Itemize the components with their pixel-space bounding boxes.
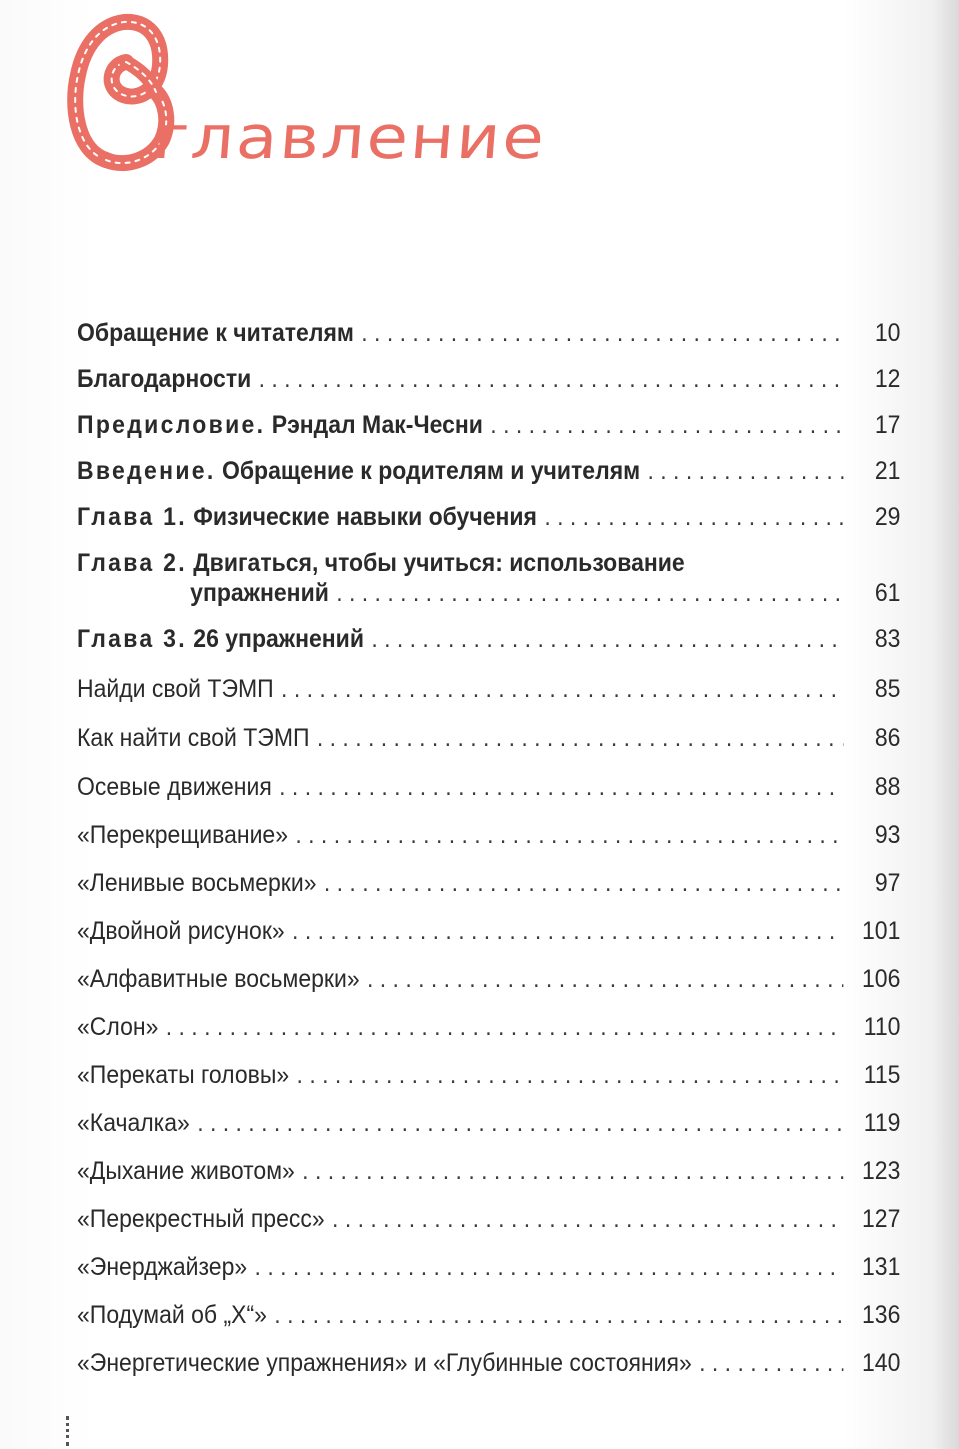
dot-leader bbox=[336, 578, 843, 608]
dot-leader bbox=[332, 1204, 843, 1234]
toc-entry-title: Осевые движения bbox=[77, 773, 272, 801]
toc-entry bbox=[77, 674, 900, 704]
table-of-contents bbox=[77, 318, 901, 1378]
dot-leader bbox=[544, 502, 843, 532]
toc-entry-title: Двигаться, чтобы учиться: использование bbox=[193, 549, 685, 577]
toc-entry-page: 97 bbox=[874, 869, 901, 897]
toc-entry-title: «Энерджайзер» bbox=[77, 1253, 248, 1281]
dot-leader bbox=[292, 916, 843, 946]
toc-entry bbox=[77, 548, 900, 608]
dot-leader bbox=[367, 964, 843, 994]
dot-leader bbox=[371, 624, 843, 654]
dot-leader bbox=[317, 723, 843, 753]
toc-heading bbox=[66, 10, 549, 190]
dot-leader bbox=[166, 1012, 844, 1042]
toc-entry bbox=[77, 364, 900, 394]
toc-entry-title: Обращение к родителям и учителям bbox=[221, 457, 641, 485]
toc-entry-page: 17 bbox=[874, 411, 901, 439]
dot-leader bbox=[279, 772, 843, 802]
dot-leader bbox=[302, 1156, 843, 1186]
page-gutter-shadow bbox=[933, 0, 959, 1449]
dot-leader bbox=[699, 1348, 843, 1378]
dot-leader bbox=[197, 1108, 843, 1138]
toc-entry-title: 26 упражнений bbox=[193, 625, 364, 653]
toc-entry-page: 110 bbox=[863, 1013, 901, 1041]
toc-entry-page: 61 bbox=[874, 579, 901, 607]
toc-entry bbox=[77, 502, 900, 532]
toc-entry-title: «Перекрестный пресс» bbox=[77, 1205, 325, 1233]
toc-entry-page: 29 bbox=[874, 503, 901, 531]
toc-entry-title: «Дыхание животом» bbox=[77, 1157, 295, 1185]
dot-leader bbox=[297, 1060, 844, 1090]
toc-entry-page: 83 bbox=[874, 625, 901, 653]
toc-heading-text: главление bbox=[150, 103, 549, 173]
dot-leader bbox=[259, 364, 844, 394]
dot-leader bbox=[361, 318, 843, 348]
toc-entry-page: 119 bbox=[863, 1109, 901, 1137]
toc-entry bbox=[77, 820, 900, 850]
toc-entry-page: 123 bbox=[862, 1157, 901, 1185]
toc-entry-page: 12 bbox=[874, 365, 901, 393]
toc-entry-page: 127 bbox=[862, 1205, 901, 1233]
toc-entry bbox=[77, 624, 900, 654]
toc-entry bbox=[77, 723, 900, 753]
toc-entry-page: 115 bbox=[863, 1061, 901, 1089]
toc-entry-title: «Двойной рисунок» bbox=[77, 917, 285, 945]
dot-leader bbox=[255, 1252, 844, 1282]
dot-leader bbox=[648, 456, 844, 486]
toc-entry-page: 93 bbox=[874, 821, 901, 849]
dot-leader bbox=[295, 820, 843, 850]
toc-entry-page: 10 bbox=[874, 319, 901, 347]
toc-entry-page: 101 bbox=[862, 917, 901, 945]
toc-entry bbox=[77, 964, 900, 994]
toc-entry bbox=[77, 318, 900, 348]
toc-entry-title: «Энергетические упражнения» и «Глубинные состояния» bbox=[77, 1349, 692, 1377]
toc-entry-prefix: Введение. bbox=[77, 457, 216, 485]
toc-entry-title-continued: упражнений bbox=[190, 579, 329, 607]
toc-entry-title: «Перекрещивание» bbox=[77, 821, 289, 849]
toc-entry-title: «Перекаты головы» bbox=[77, 1061, 290, 1089]
dot-leader bbox=[490, 410, 843, 440]
toc-entry bbox=[77, 1348, 900, 1378]
toc-entry-page: 106 bbox=[862, 965, 901, 993]
toc-entry-page: 88 bbox=[874, 773, 901, 801]
toc-entry-title: Обращение к читателям bbox=[77, 319, 354, 347]
toc-entry bbox=[77, 772, 900, 802]
toc-entry bbox=[77, 1300, 900, 1330]
toc-entry-title: Благодарности bbox=[77, 365, 252, 393]
dot-leader bbox=[324, 868, 843, 898]
toc-entry bbox=[77, 410, 900, 440]
toc-entry bbox=[77, 1012, 900, 1042]
toc-entry bbox=[77, 1252, 900, 1282]
toc-entry-prefix: Глава 1. bbox=[77, 503, 187, 531]
toc-entry bbox=[77, 868, 900, 898]
toc-entry-title: «Слон» bbox=[77, 1013, 159, 1041]
toc-entry-prefix: Глава 2. bbox=[77, 549, 187, 577]
toc-entry-prefix: Предисловие. bbox=[77, 411, 266, 439]
toc-entry-page: 85 bbox=[874, 675, 901, 703]
toc-entry bbox=[77, 1060, 900, 1090]
toc-entry-page: 131 bbox=[862, 1253, 901, 1281]
toc-entry-page: 21 bbox=[874, 457, 901, 485]
toc-entry-page: 86 bbox=[874, 724, 901, 752]
toc-entry-prefix: Глава 3. bbox=[77, 625, 187, 653]
toc-entry-title: «Ленивые восьмерки» bbox=[77, 869, 317, 897]
toc-entry bbox=[77, 1156, 900, 1186]
toc-entry-title: «Алфавитные восьмерки» bbox=[77, 965, 360, 993]
toc-entry-title: Физические навыки обучения bbox=[193, 503, 537, 531]
toc-entry-title: «Подумай об „Х“» bbox=[77, 1301, 267, 1329]
dot-leader bbox=[274, 1300, 843, 1330]
page-edge-marks bbox=[66, 1416, 75, 1446]
toc-entry bbox=[77, 916, 900, 946]
toc-entry bbox=[77, 1204, 900, 1234]
toc-entry bbox=[77, 456, 900, 486]
toc-entry-title: Как найти свой ТЭМП bbox=[77, 724, 310, 752]
toc-entry-page: 136 bbox=[862, 1301, 901, 1329]
dot-leader bbox=[281, 674, 843, 704]
toc-entry-title: Найди свой ТЭМП bbox=[77, 675, 274, 703]
toc-entry-page: 140 bbox=[862, 1349, 901, 1377]
toc-entry-title: Рэндал Мак-Чесни bbox=[271, 411, 483, 439]
toc-entry-title: «Качалка» bbox=[77, 1109, 190, 1137]
toc-entry bbox=[77, 1108, 900, 1138]
